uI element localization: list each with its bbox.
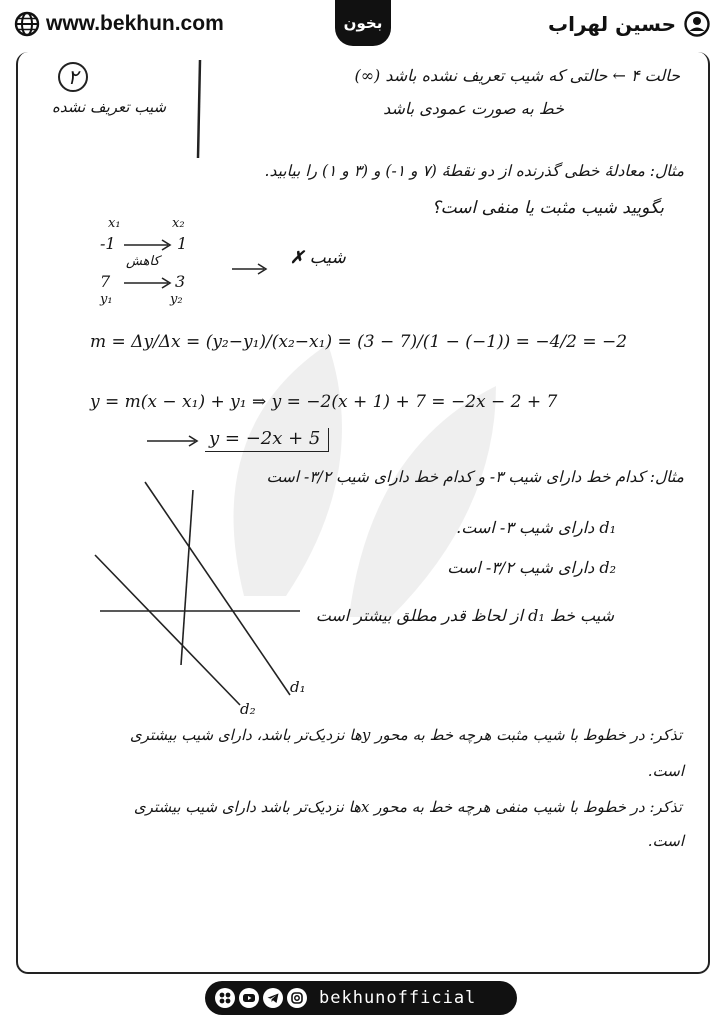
case-heading-line1: حالت ۴ ← حالتی که شیب تعریف نشده باشد (∞): [354, 66, 680, 85]
note1-line1: تذکر: در خطوط با شیب مثبت هرچه خط به محور yها نزدیک‌تر باشد، دارای شیب بیشتری: [129, 726, 682, 744]
line-d2: [95, 555, 240, 705]
y2-label: y₂: [170, 292, 183, 307]
example1-line2: بگویید شیب مثبت یا منفی است؟: [431, 198, 664, 218]
website-text: www.bekhun.com: [46, 12, 224, 35]
brand-logo: [335, 0, 391, 46]
d2-statement: d₂ دارای شیب ۳/۲- است: [447, 558, 616, 577]
line-equation: y = m(x − x₁) + y₁ ⇒ y = −2(x + 1) + 7 = −2x − 2 + 7: [90, 392, 558, 412]
y-arrow: [122, 276, 174, 290]
negative-x-mark: ✗: [290, 248, 305, 268]
social-footer: [205, 981, 517, 1015]
social-handle[interactable]: bekhunofficial: [319, 988, 477, 1008]
note2-line2: است.: [647, 832, 684, 850]
y2-value: 3: [175, 272, 186, 291]
y1-label: y₁: [100, 292, 113, 307]
globe-icon: [14, 11, 40, 37]
slope-word: شیب: [309, 248, 346, 268]
result-arrow: [230, 262, 270, 276]
example2-line1: مثال: کدام خط دارای شیب ۳- و کدام خط دارای شیب ۳/۲- است: [266, 468, 684, 486]
y-axis-line: [181, 490, 193, 665]
author-name: حسین لهراب: [548, 12, 676, 36]
x-arrow: [122, 238, 174, 252]
final-arrow: [145, 434, 201, 448]
telegram-icon[interactable]: [263, 988, 283, 1008]
vertical-divider: [190, 60, 210, 160]
note2-line1: تذکر: در خطوط با شیب منفی هرچه خط به محور xها نزدیک‌تر باشد دارای شیب بیشتری: [133, 798, 682, 816]
decrease-label: کاهش: [126, 254, 160, 269]
d1-graph-label: d₁: [290, 678, 306, 696]
grid-icon[interactable]: [215, 988, 235, 1008]
instagram-icon[interactable]: [287, 988, 307, 1008]
page-number: ۲: [58, 62, 88, 92]
youtube-icon[interactable]: [239, 988, 259, 1008]
y1-value: 7: [100, 272, 111, 291]
side-note: شیب تعریف نشده: [52, 98, 167, 116]
x1-label: x₁: [108, 216, 121, 231]
final-equation: y = −2x + 5: [205, 428, 329, 452]
case-heading-line2: خط به صورت عمودی باشد: [383, 99, 564, 118]
page-header: [0, 0, 724, 52]
lines-graph: [90, 480, 320, 720]
d1-statement: d₁ دارای شیب ۳- است.: [456, 518, 616, 537]
d2-graph-label: d₂: [240, 700, 256, 718]
comparison-statement: شیب خط d₁ از لحاظ قدر مطلق بیشتر است: [315, 606, 614, 625]
website-link[interactable]: [14, 11, 224, 37]
x1-value: -1: [100, 234, 116, 253]
note1-line2: است.: [647, 762, 684, 780]
user-icon: [684, 11, 710, 37]
x2-value: 1: [177, 234, 188, 253]
author-name-block: [548, 11, 710, 37]
slope-formula: m = Δy/Δx = (y₂−y₁)/(x₂−x₁) = (3 − 7)/(1 − (−1)) = −4/2 = −2: [90, 332, 628, 352]
x2-label: x₂: [172, 216, 185, 231]
slope-note: [290, 248, 346, 268]
example1-line1: مثال: معادلهٔ خطی گذرنده از دو نقطهٔ (۷ و ۱-) و (۳ و ۱) را بیابید.: [264, 162, 684, 180]
line-d1: [145, 482, 290, 695]
logo-text: بخون: [343, 14, 383, 32]
